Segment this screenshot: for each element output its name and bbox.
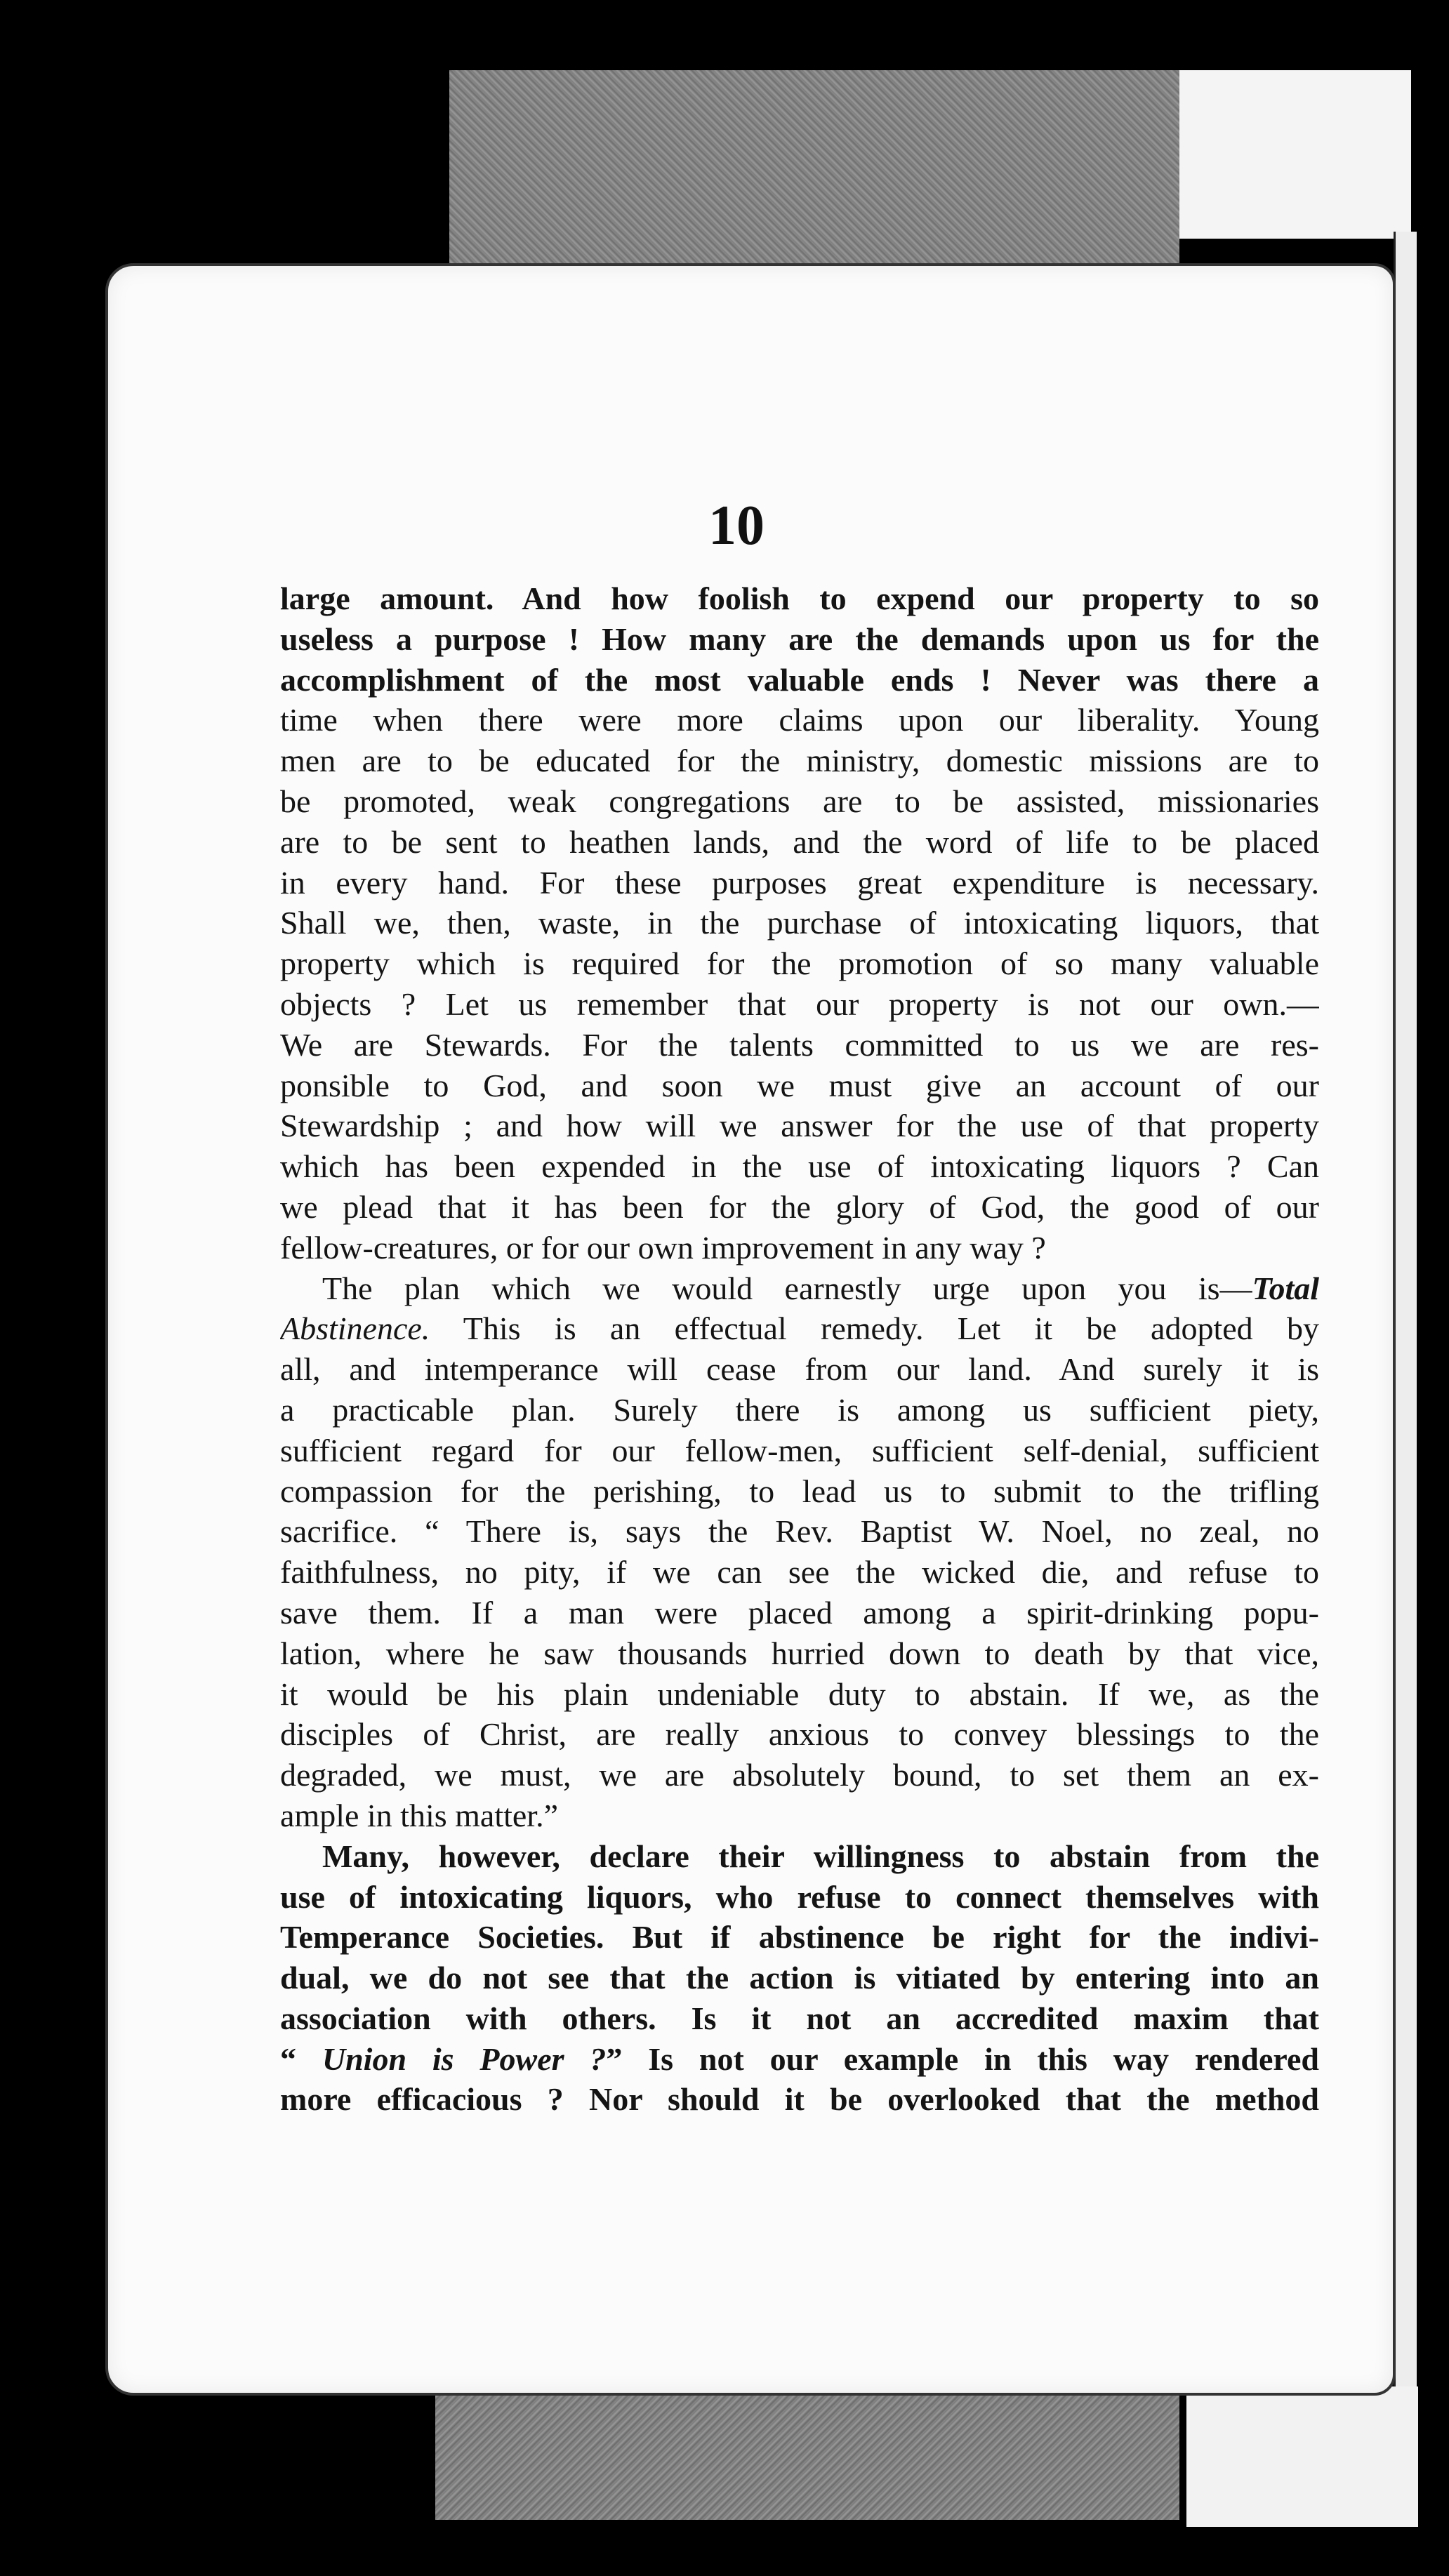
text-line: degraded, we must, we are absolutely bound, to set them an ex-	[280, 1757, 1319, 1793]
text-line: compassion for the perishing, to lead us to submit to the trifling	[280, 1473, 1319, 1509]
text-line: we plead that it has been for the glory of God, the good of our	[280, 1188, 1319, 1225]
text-line: faithfulness, no pity, if we can see the wicked die, and refuse to	[280, 1554, 1319, 1591]
text-line: large amount. And how foolish to expend our property to so	[280, 580, 1319, 616]
text-run: This is an effectual remedy. Let it be adopted by	[430, 1310, 1319, 1347]
text-line: be promoted, weak congregations are to be assisted, missionaries	[280, 783, 1319, 819]
text-line: accomplishment of the most valuable ends ! Never was there a	[280, 661, 1319, 698]
text-line: Stewardship ; and how will we answer for the use of that property	[280, 1108, 1319, 1144]
text-line: Temperance Societies. But if abstinence be right for the indivi-	[280, 1919, 1319, 1956]
text-line: in every hand. For these purposes great expenditure is necessary.	[280, 864, 1319, 901]
paragraph-2-rest	[280, 1349, 1319, 1836]
emphasis-text: Abstinence.	[280, 1310, 430, 1347]
text-line: sufficient regard for our fellow-men, sufficient self-denial, sufficient	[280, 1432, 1319, 1468]
text-line: are to be sent to heathen lands, and the word of life to be placed	[280, 823, 1319, 860]
text-run: ” Is not our example in this way rendered	[606, 2040, 1319, 2077]
adjacent-page-bottom	[1186, 2386, 1418, 2527]
text-line: it would be his plain undeniable duty to abstain. If we, as the	[280, 1675, 1319, 1712]
paragraph-2	[280, 1268, 1319, 1836]
text-line	[280, 2039, 1319, 2080]
text-line: objects ? Let us remember that our property is not our own.—	[280, 985, 1319, 1022]
text-line: fellow-creatures, or for our own improvement in any way ?	[280, 1229, 1046, 1266]
text-line: association with others. Is it not an accredited maxim that	[280, 2000, 1319, 2036]
text-line: a practicable plan. Surely there is among us sufficient piety,	[280, 1391, 1319, 1428]
text-line: which has been expended in the use of intoxicating liquors ? Can	[280, 1148, 1319, 1185]
text-line: time when there were more claims upon our liberality. Young	[280, 702, 1319, 738]
text-line: dual, we do not see that the action is vitiated by entering into an	[280, 1960, 1319, 1996]
text-line: We are Stewards. For the talents committed to us we are res-	[280, 1026, 1319, 1063]
paragraph-3	[280, 1836, 1319, 2120]
text-line: more efficacious ? Nor should it be overlooked that the method	[280, 2081, 1319, 2118]
text-line: sacrifice. “ There is, says the Rev. Baptist W. Noel, no zeal, no	[280, 1513, 1319, 1550]
text-line: all, and intemperance will cease from our land. And surely it is	[280, 1351, 1319, 1388]
text-line: men are to be educated for the ministry, domestic missions are to	[280, 743, 1319, 779]
text-line: use of intoxicating liquors, who refuse to connect themselves with	[280, 1878, 1319, 1915]
text-line: useless a purpose ! How many are the demands upon us for the	[280, 620, 1319, 657]
paragraph-1	[280, 578, 1319, 1268]
text-line: disciples of Christ, are really anxious to convey blessings to the	[280, 1716, 1319, 1753]
text-run: “	[280, 2040, 322, 2077]
paragraph-3-lines	[280, 1836, 1319, 2039]
text-line: save them. If a man were placed among a spirit-drinking popu-	[280, 1594, 1319, 1631]
text-line: ponsible to God, and soon we must give an account of our	[280, 1067, 1319, 1103]
emphasis-text: Union is Power ?	[322, 2040, 607, 2077]
text-line: Many, however, declare their willingness to abstain from the	[322, 1838, 1319, 1874]
text-line	[280, 1308, 1319, 1349]
adjacent-page-edge	[1394, 232, 1417, 2394]
page-number: 10	[708, 495, 765, 557]
adjacent-page-top	[1179, 70, 1411, 239]
book-page	[105, 263, 1396, 2396]
text-line: ample in this matter.”	[280, 1797, 559, 1833]
emphasis-text: Total	[1252, 1270, 1319, 1306]
text-line: Shall we, then, waste, in the purchase of intoxicating liquors, that	[280, 905, 1319, 941]
text-line: property which is required for the promotion of so many valuable	[280, 945, 1319, 982]
backing-board-top	[449, 70, 1179, 281]
text-line: lation, where he saw thousands hurried down to death by that vice,	[280, 1635, 1319, 1671]
text-run: The plan which we would earnestly urge upon you is—	[322, 1270, 1252, 1306]
text-line	[280, 1268, 1319, 1309]
body-text	[280, 578, 1319, 2120]
